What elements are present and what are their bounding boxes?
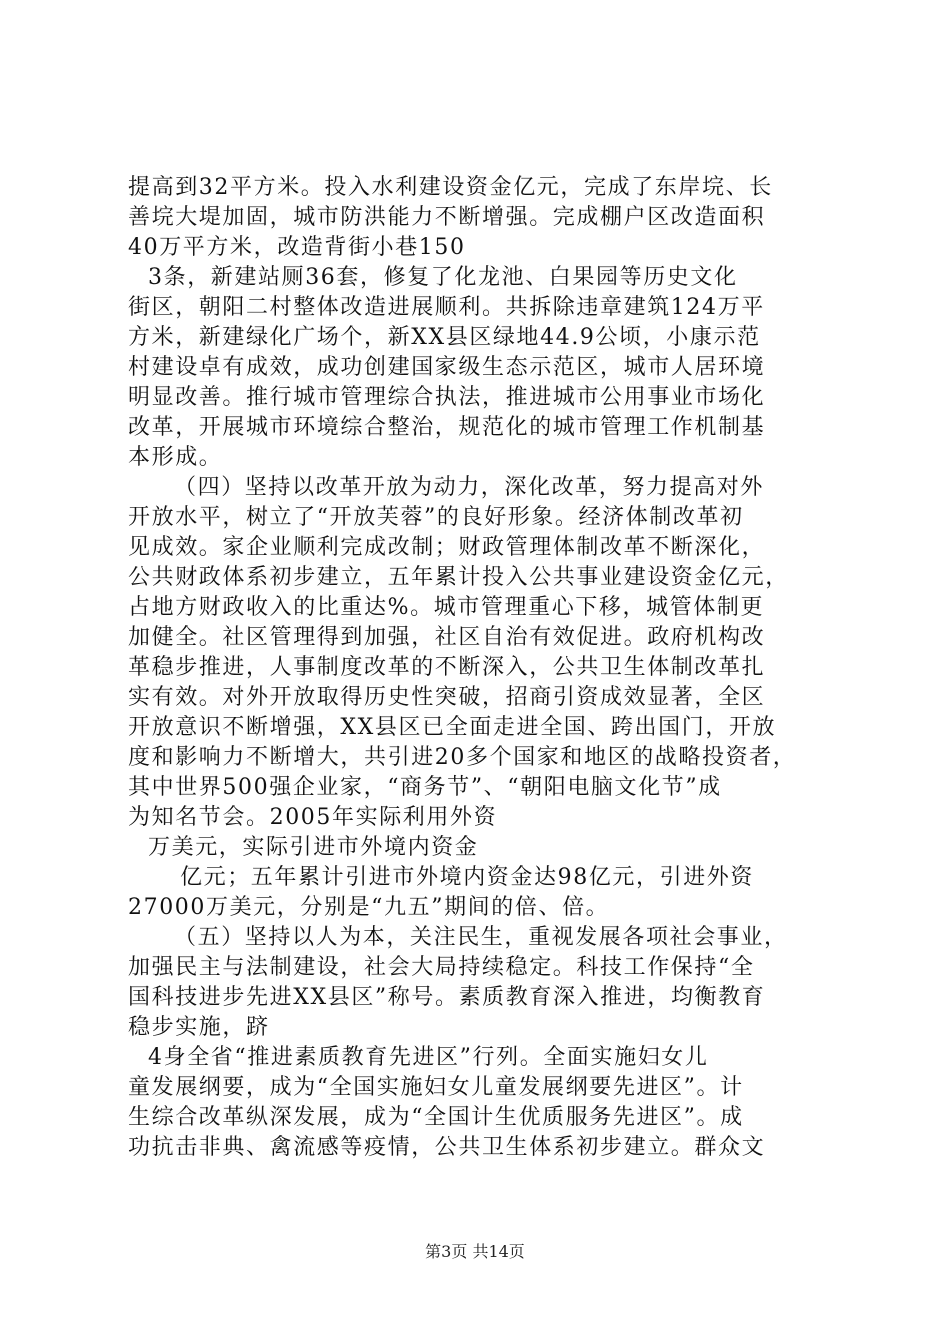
text-line: 见成效。家企业顺利完成改制；财政管理体制改革不断深化， [128,535,766,560]
text-line: 加健全。社区管理得到加强，社区自治有效促进。政府机构改 [128,625,766,650]
text-line: 加强民主与法制建设，社会大局持续稳定。科技工作保持“全 [128,955,755,980]
text-line: 提高到32平方米。投入水利建设资金亿元，完成了东岸垸、长 [128,175,773,200]
text-line: 万美元，实际引进市外境内资金 [148,835,479,860]
text-line: 其中世界500强企业家，“商务节”、“朝阳电脑文化节”成 [128,775,722,800]
text-line: （四）坚持以改革开放为动力，深化改革，努力提高对外 [174,475,765,500]
text-line: 度和影响力不断增大，共引进20多个国家和地区的战略投资者， [128,745,797,770]
text-line: 生综合改革纵深发展，成为“全国计生优质服务先进区”。成 [128,1105,744,1130]
text-line: 善垸大堤加固，城市防洪能力不断增强。完成棚户区改造面积 [128,205,766,230]
text-line: 明显改善。推行城市管理综合执法，推进城市公用事业市场化 [128,385,766,410]
text-line: 国科技进步先进XX县区”称号。素质教育深入推进，均衡教育 [128,985,766,1010]
text-line: 方米，新建绿化广场个，新XX县区绿地44.9公顷，小康示范 [128,325,761,350]
text-line: 街区，朝阳二村整体改造进展顺利。共拆除违章建筑124万平 [128,295,765,320]
text-line: 革稳步推进，人事制度改革的不断深入，公共卫生体制改革扎 [128,655,766,680]
text-line: 27000万美元，分别是“九五”期间的倍、倍。 [128,895,610,920]
text-line: 占地方财政收入的比重达%。城市管理重心下移，城管体制更 [128,595,765,620]
text-line: 亿元；五年累计引进市外境内资金达98亿元，引进外资 [180,865,754,890]
text-line: （五）坚持以人为本，关注民生，重视发展各项社会事业， [174,925,788,950]
text-line: 3条，新建站厕36套，修复了化龙池、白果园等历史文化 [148,265,738,290]
text-line: 4身全省“推进素质教育先进区”行列。全面实施妇女儿 [148,1045,709,1070]
body-text [128,173,828,1163]
page-number-footer: 第3页 共14页 [425,1242,525,1261]
text-line: 村建设卓有成效，成功创建国家级生态示范区，城市人居环境 [128,355,766,380]
text-line: 本形成。 [128,445,223,470]
text-line: 为知名节会。2005年实际利用外资 [128,805,498,830]
text-line: 开放意识不断增强，XX县区已全面走进全国、跨出国门，开放 [128,715,777,740]
text-line: 稳步实施，跻 [128,1015,270,1040]
text-line: 开放水平，树立了“开放芙蓉”的良好形象。经济体制改革初 [128,505,744,530]
text-line: 40万平方米，改造背街小巷150 [128,235,466,260]
text-line: 实有效。对外开放取得历史性突破，招商引资成效显著，全区 [128,685,766,710]
text-line: 童发展纲要，成为“全国实施妇女儿童发展纲要先进区”。计 [128,1075,744,1100]
text-line: 公共财政体系初步建立，五年累计投入公共事业建设资金亿元， [128,565,789,590]
text-line: 改革，开展城市环境综合整治，规范化的城市管理工作机制基 [128,415,766,440]
text-line: 功抗击非典、禽流感等疫情，公共卫生体系初步建立。群众文 [128,1135,766,1160]
